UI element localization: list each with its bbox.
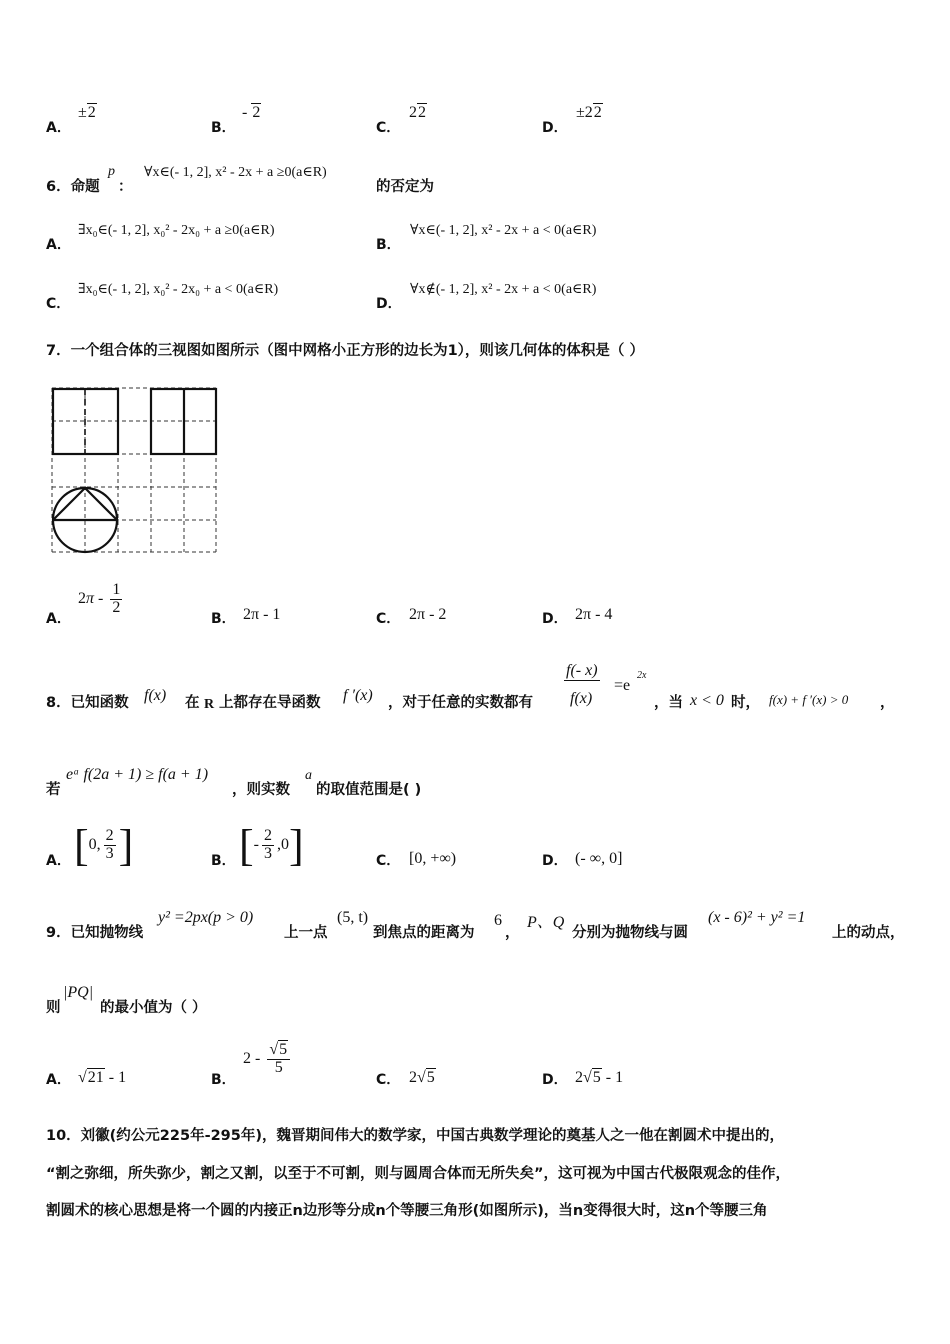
q10-line: “割之弥细，所失弥少，割之又割，以至于不可割，则与圆周合体而无所失矣”，这可视为中国古代极限观念的佳作， [46,1166,791,1182]
q6-number: 6．命题 [46,179,100,195]
option-label: A． [46,853,71,869]
q9-text: 分别为抛物线与圆 [572,925,688,941]
option-b-math: - 2 [242,104,261,121]
q9-PQ: P、Q [527,914,565,931]
q9-text: 到焦点的距离为 [373,925,475,941]
q8-option-d: (- ∞, 0] [575,850,623,867]
q7-option-a: 2π - $\frac{1}{2}$ [78,581,121,616]
q8-text: 时， [731,695,760,711]
q7-stem: 7．一个组合体的三视图如图所示（图中网格小正方形的边长为1），则该几何体的体积是（ ） [46,343,644,359]
option-label: D． [542,611,568,627]
q8-option-c: [0, +∞) [409,850,457,867]
option-label: B． [211,120,236,136]
q8-a: a [305,768,312,783]
q8-fpx: f ′(x) [343,687,373,704]
option-label: C． [376,853,401,869]
q10-line: 10．刘徽(约公元225年-295年)，魏晋期间伟大的数学家，中国古典数学理论的奠基人之一他在割圆术中提出的， [46,1128,784,1144]
q9-option-a: √21 - 1 [78,1069,127,1086]
q9-option-b: 2 - $\frac{√5}{5}$ [243,1042,293,1077]
option-d-math: ±22 [576,104,602,121]
q6-p-symbol: p [108,164,115,179]
option-label: A． [46,1072,71,1088]
q9-parabola: y² =2px(p > 0) [158,909,254,926]
q8-text: ， [880,695,895,711]
option-label: A． [46,611,71,627]
q10-line: 割圆术的核心思想是将一个圆的内接正n边形等分成n个等腰三角形(如图所示)，当n变得很大时，这n个等腰三角 [46,1203,768,1219]
option-label: B． [211,1072,236,1088]
q8-frac-den: f(x) [570,690,593,707]
q8-exp: 2x [637,670,647,681]
q9-text: 上的动点， [832,925,905,941]
q6-statement: ∀x∈(- 1, 2], x² - 2x + a ≥0(a∈R) [144,165,327,180]
q9-option-d: 2√5 - 1 [575,1069,624,1086]
q8-main: eᵃ f(2a + 1) ≥ f(a + 1) [66,766,209,783]
q9-dist: 6 [494,912,502,929]
option-label: A． [46,120,71,136]
q8-text: ，对于任意的实数都有 [388,695,533,711]
q6-suffix: 的否定为 [376,179,434,195]
q8-text: ，则实数 [232,782,290,798]
q9-circle: (x - 6)² + y² =1 [708,909,806,926]
option-label: C． [376,611,401,627]
q8-eq: =e [614,677,631,694]
q9-text: 的最小值为（ ） [100,1000,207,1016]
q9-text: 则 [46,1000,61,1016]
q7-option-c: 2π - 2 [409,606,447,623]
option-label: D． [376,296,402,312]
q8-text: ，当 [654,695,683,711]
q7-option-b: 2π - 1 [243,606,281,623]
q6-colon: ： [118,179,133,195]
q8-R: R [204,697,215,712]
option-label: D． [542,120,568,136]
option-a-math: ±2 [78,104,96,121]
q8-text: 上都存在导函数 [219,695,321,711]
option-label: B． [376,237,401,253]
q8-option-b: [- $\frac{2}{3}$ ,0] [239,821,304,870]
q8-cond: x < 0 [690,692,724,709]
option-label: A． [46,237,71,253]
q9-point: (5, t) [337,909,369,926]
option-label: B． [211,853,236,869]
q9-abs: |PQ| [63,984,94,1001]
q6-option-b: ∀x∈(- 1, 2], x² - 2x + a < 0(a∈R) [410,223,597,238]
q6-option-c: ∃x₀∈(- 1, 2], x₀² - 2x₀ + a < 0(a∈R) [78,282,279,297]
option-label: C． [376,1072,401,1088]
q8-option-a: [0, $\frac{2}{3}$ ] [74,821,134,870]
q8-fx: f(x) [144,687,167,704]
option-label: B． [211,611,236,627]
q8-text: 若 [46,782,61,798]
option-label: C． [46,296,71,312]
option-c-math: 22 [409,104,426,121]
q8-ineq: f(x) + f ′(x) > 0 [769,692,849,707]
option-label: C． [376,120,401,136]
three-view-figure [50,386,220,556]
q9-text: 上一点 [284,925,328,941]
q8-text: 8．已知函数 [46,695,129,711]
q8-frac-num: f(- x) [566,662,598,679]
q9-text: 9．已知抛物线 [46,925,144,941]
option-label: D． [542,1072,568,1088]
q9-option-c: 2√5 [409,1069,435,1086]
q8-text: 在 [185,695,200,711]
q6-option-a: ∃x₀∈(- 1, 2], x₀² - 2x₀ + a ≥0(a∈R) [78,223,275,238]
q8-text: 的取值范围是( ) [316,782,422,798]
q6-option-d: ∀x∉(- 1, 2], x² - 2x + a < 0(a∈R) [410,282,597,297]
q7-option-d: 2π - 4 [575,606,613,623]
option-label: D． [542,853,568,869]
q9-text: ， [505,925,520,941]
